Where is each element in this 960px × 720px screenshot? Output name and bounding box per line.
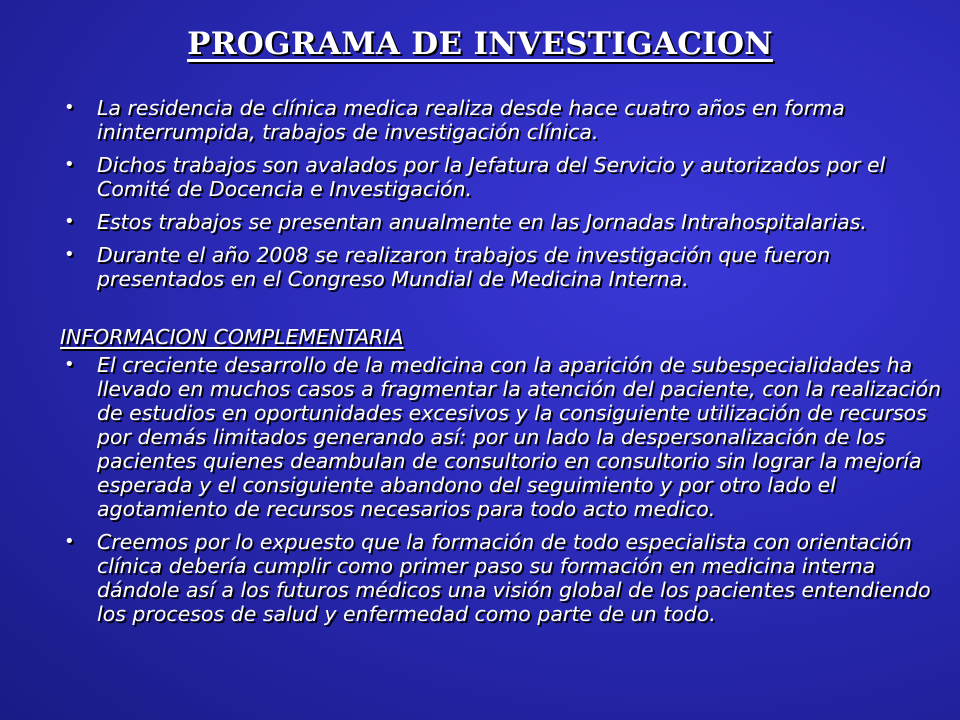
bullet-text: El creciente desarrollo de la medicina con la aparición de subespecialidades ha llevado en muchos casos a fragmentar la atención del paciente, con la realización de estudios en oportunidades excesivos y la consiguiente utilización de recursos por demás limitados generando así: por un lado la despersonalización de los pacientes quienes deambulan de consultorio en consultorio sin lograr la mejoría esperada y el consiguiente abandono del seguimiento y por otro lado el agotamiento de recursos necesarios para todo acto medico. bbox=[97, 353, 942, 521]
section-bullet-list bbox=[60, 353, 950, 626]
bullet-icon: • bbox=[64, 244, 75, 265]
bullet-list bbox=[60, 96, 950, 291]
bullet-item bbox=[60, 210, 950, 234]
bullet-icon: • bbox=[64, 354, 75, 375]
bullet-icon: • bbox=[64, 531, 75, 552]
bullet-text: Dichos trabajos son avalados por la Jefatura del Servicio y autorizados por el Comité de Docencia e Investigación. bbox=[97, 153, 886, 201]
bullet-item bbox=[60, 96, 950, 144]
bullet-text: Estos trabajos se presentan anualmente en las Jornadas Intrahospitalarias. bbox=[97, 210, 867, 234]
bullet-item bbox=[60, 353, 950, 521]
bullet-icon: • bbox=[64, 154, 75, 175]
bullet-item bbox=[60, 243, 950, 291]
bullet-text: La residencia de clínica medica realiza desde hace cuatro años en forma ininterrumpida, trabajos de investigación clínica. bbox=[97, 96, 845, 144]
slide-content bbox=[60, 96, 950, 635]
section-heading: INFORMACION COMPLEMENTARIA bbox=[60, 325, 404, 349]
bullet-item bbox=[60, 530, 950, 626]
slide-title: PROGRAMA DE INVESTIGACION bbox=[187, 26, 773, 62]
bullet-item bbox=[60, 153, 950, 201]
bullet-icon: • bbox=[64, 97, 75, 118]
bullet-text: Creemos por lo expuesto que la formación de todo especialista con orientación clínica debería cumplir como primer paso su formación en medicina interna dándole así a los futuros médicos una visión global de los pacientes entendiendo los procesos de salud y enfermedad como parte de un todo. bbox=[97, 530, 931, 626]
bullet-icon: • bbox=[64, 211, 75, 232]
bullet-text: Durante el año 2008 se realizaron trabajos de investigación que fueron presentados en el Congreso Mundial de Medicina Interna. bbox=[97, 243, 831, 291]
